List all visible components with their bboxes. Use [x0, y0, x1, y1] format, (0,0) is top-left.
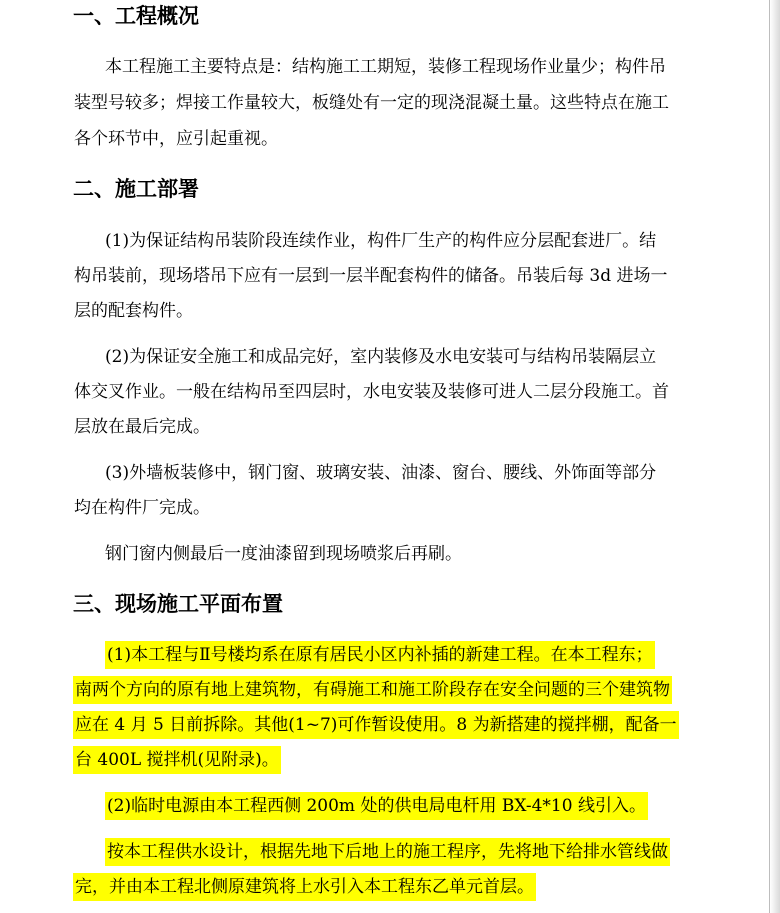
paragraph-line: (1)为保证结构吊装阶段连续作业，构件厂生产的构件应分层配套进厂。结	[105, 231, 657, 251]
highlighted-line	[73, 749, 281, 771]
highlighted-line	[105, 795, 648, 817]
page-edge-shadow	[769, 0, 780, 913]
highlighted-line	[73, 679, 672, 701]
highlight-span: 南两个方向的原有地上建筑物，有碍施工和施工阶段存在安全问题的三个建筑物	[73, 676, 672, 704]
highlight-span: 完，并由本工程北侧原建筑将上水引入本工程东乙单元首层。	[73, 873, 536, 901]
highlighted-line	[73, 714, 679, 736]
paragraph-line: 体交叉作业。一般在结构吊至四层时，水电安装及装修可进人二层分段施工。首	[74, 382, 669, 402]
highlight-span: (1)本工程与Ⅱ号楼均系在原有居民小区内补插的新建工程。在本工程东；	[105, 641, 655, 669]
highlighted-line	[73, 876, 536, 898]
highlight-span: (2)临时电源由本工程西侧 200m 处的供电局电杆用 BX-4*10 线引入。	[105, 792, 648, 820]
paragraph-line: 装型号较多；焊接工作量较大，板缝处有一定的现浇混凝土量。这些特点在施工	[74, 93, 669, 113]
section-heading-deployment: 二、施工部署	[73, 177, 199, 201]
paragraph-line: 本工程施工主要特点是：结构施工工期短，装修工程现场作业量少；构件吊	[105, 57, 666, 77]
paragraph-line: 层的配套构件。	[74, 301, 193, 321]
highlight-span: 按本工程供水设计，根据先地下后地上的施工程序，先将地下给排水管线做	[105, 838, 670, 866]
paragraph-line: (3)外墙板装修中，钢门窗、玻璃安装、油漆、窗台、腰线、外饰面等部分	[105, 463, 657, 483]
paragraph-line: 均在构件厂完成。	[74, 498, 210, 518]
paragraph-line: 钢门窗内侧最后一度油漆留到现场喷浆后再刷。	[105, 544, 462, 564]
highlighted-line	[105, 644, 655, 666]
section-heading-site-layout: 三、现场施工平面布置	[73, 592, 283, 616]
paragraph-line: 各个环节中，应引起重视。	[74, 129, 278, 149]
highlighted-line	[105, 841, 670, 863]
paragraph-line: 层放在最后完成。	[74, 417, 210, 437]
highlight-span: 应在 4 月 5 日前拆除。其他(1~7)可作暂设使用。8 为新搭建的搅拌棚，配备一	[73, 711, 679, 739]
highlight-span: 台 400L 搅拌机(见附录)。	[73, 746, 281, 774]
paragraph-line: (2)为保证安全施工和成品完好，室内装修及水电安装可与结构吊装隔层立	[105, 347, 657, 367]
paragraph-line: 构吊装前，现场塔吊下应有一层到一层半配套构件的储备。吊装后每 3d 进场一	[74, 266, 668, 286]
section-heading-overview: 一、工程概况	[73, 4, 199, 28]
